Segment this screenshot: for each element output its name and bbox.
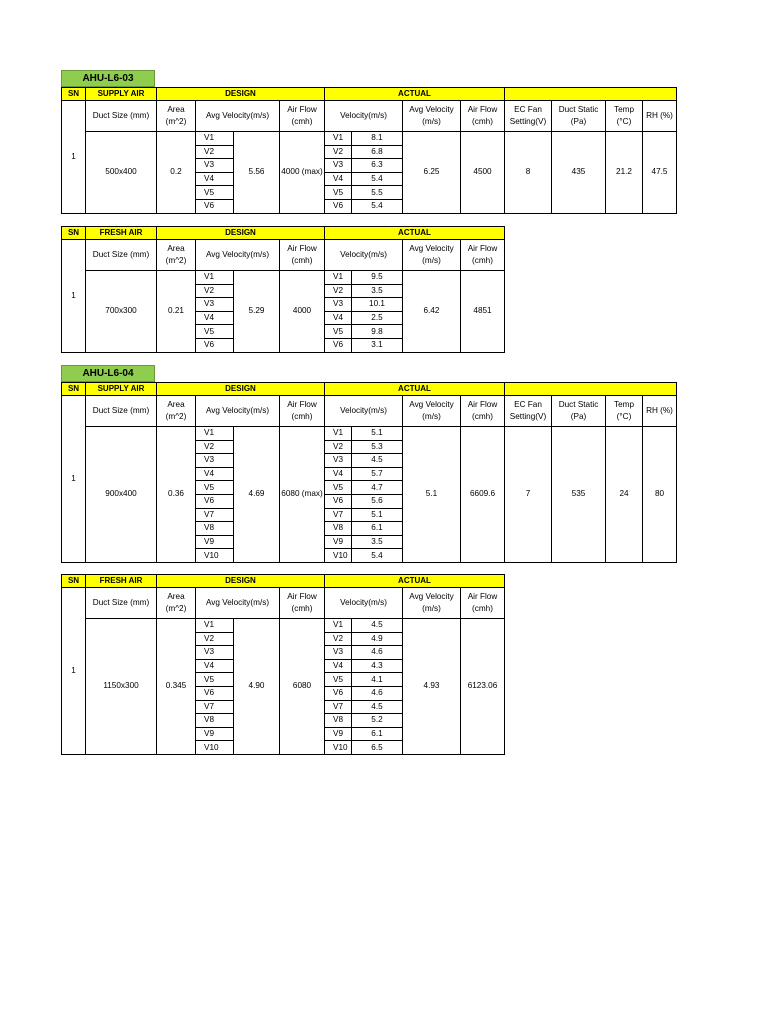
design-avg-velocity-header: Avg Velocity(m/s) — [196, 240, 280, 271]
actual-avg-velocity-value: 4.93 — [403, 619, 461, 755]
design-point-label: V7 — [196, 700, 234, 714]
actual-header: ACTUAL — [325, 88, 505, 101]
actual-header: ACTUAL — [325, 383, 505, 396]
design-avg-velocity-value: 4.90 — [234, 619, 280, 755]
design-point-label: V1 — [196, 619, 234, 633]
velocity-point-label: V1 — [325, 271, 352, 285]
design-point-label: V3 — [196, 454, 234, 468]
design-point-label: V10 — [196, 549, 234, 563]
duct-static-value: 535 — [552, 427, 606, 563]
area-header: Area (m^2) — [157, 101, 196, 132]
fresh-air-table — [61, 226, 505, 353]
actual-air-flow-header: Air Flow (cmh) — [461, 240, 505, 271]
velocity-header: Velocity(m/s) — [325, 588, 403, 619]
design-avg-velocity-header: Avg Velocity(m/s) — [196, 101, 280, 132]
velocity-point-label: V7 — [325, 700, 352, 714]
velocity-point-label: V2 — [325, 632, 352, 646]
velocity-point-label: V8 — [325, 714, 352, 728]
header-blank — [505, 88, 677, 101]
sn-value: 1 — [62, 240, 86, 353]
sn-header: SN — [62, 575, 86, 588]
actual-avg-velocity-value: 6.42 — [403, 271, 461, 353]
rh-value: 47.5 — [643, 132, 677, 214]
velocity-point-label: V6 — [325, 686, 352, 700]
duct-size-value: 900x400 — [86, 427, 157, 563]
velocity-point-value: 5.6 — [352, 494, 403, 508]
velocity-point-label: V6 — [325, 494, 352, 508]
actual-air-flow-header: Air Flow (cmh) — [461, 396, 505, 427]
design-point-label: V1 — [196, 427, 234, 441]
velocity-point-value: 5.5 — [352, 186, 403, 200]
velocity-point-value: 9.5 — [352, 271, 403, 285]
velocity-point-label: V7 — [325, 508, 352, 522]
velocity-point-value: 4.5 — [352, 700, 403, 714]
design-header: DESIGN — [157, 88, 325, 101]
actual-air-flow-value: 6609.6 — [461, 427, 505, 563]
velocity-point-label: V5 — [325, 325, 352, 339]
design-point-label: V2 — [196, 145, 234, 159]
velocity-point-label: V3 — [325, 298, 352, 312]
ec-fan-value: 7 — [505, 427, 552, 563]
sn-value: 1 — [62, 588, 86, 755]
design-point-label: V2 — [196, 632, 234, 646]
velocity-point-value: 4.9 — [352, 632, 403, 646]
velocity-point-label: V10 — [325, 741, 352, 755]
actual-air-flow-header: Air Flow (cmh) — [461, 101, 505, 132]
supply-air-table — [61, 382, 677, 563]
design-point-label: V7 — [196, 508, 234, 522]
velocity-point-value: 4.5 — [352, 619, 403, 633]
duct-size-value: 1150x300 — [86, 619, 157, 755]
velocity-point-label: V1 — [325, 619, 352, 633]
velocity-point-label: V5 — [325, 481, 352, 495]
velocity-point-value: 6.3 — [352, 159, 403, 173]
duct-size-value: 700x300 — [86, 271, 157, 353]
area-header: Area (m^2) — [157, 240, 196, 271]
design-air-flow-header: Air Flow (cmh) — [280, 588, 325, 619]
design-header: DESIGN — [157, 227, 325, 240]
duct-size-header: Duct Size (mm) — [86, 101, 157, 132]
design-point-label: V5 — [196, 481, 234, 495]
velocity-point-value: 4.3 — [352, 659, 403, 673]
design-air-flow-value: 6080 (max) — [280, 427, 325, 563]
design-point-label: V4 — [196, 311, 234, 325]
air-type-header: FRESH AIR — [86, 227, 157, 240]
velocity-point-label: V4 — [325, 659, 352, 673]
duct-size-header: Duct Size (mm) — [86, 396, 157, 427]
area-value: 0.21 — [157, 271, 196, 353]
velocity-point-label: V3 — [325, 454, 352, 468]
design-avg-velocity-header: Avg Velocity(m/s) — [196, 396, 280, 427]
duct-static-value: 435 — [552, 132, 606, 214]
velocity-point-label: V9 — [325, 535, 352, 549]
design-header: DESIGN — [157, 383, 325, 396]
actual-avg-velocity-header: Avg Velocity (m/s) — [403, 240, 461, 271]
design-avg-velocity-value: 4.69 — [234, 427, 280, 563]
design-point-label: V8 — [196, 714, 234, 728]
velocity-point-value: 3.1 — [352, 338, 403, 352]
rh-value: 80 — [643, 427, 677, 563]
sn-header: SN — [62, 88, 86, 101]
velocity-header: Velocity(m/s) — [325, 240, 403, 271]
actual-header: ACTUAL — [325, 575, 505, 588]
velocity-point-value: 4.7 — [352, 481, 403, 495]
design-point-label: V6 — [196, 338, 234, 352]
actual-avg-velocity-header: Avg Velocity (m/s) — [403, 588, 461, 619]
actual-avg-velocity-header: Avg Velocity (m/s) — [403, 101, 461, 132]
velocity-point-value: 6.1 — [352, 727, 403, 741]
actual-air-flow-value: 6123.06 — [461, 619, 505, 755]
rh-header: RH (%) — [643, 396, 677, 427]
velocity-point-value: 10.1 — [352, 298, 403, 312]
velocity-point-value: 6.5 — [352, 741, 403, 755]
design-point-label: V6 — [196, 199, 234, 213]
actual-header: ACTUAL — [325, 227, 505, 240]
design-point-label: V3 — [196, 646, 234, 660]
velocity-point-label: V6 — [325, 338, 352, 352]
sn-header: SN — [62, 383, 86, 396]
actual-air-flow-header: Air Flow (cmh) — [461, 588, 505, 619]
velocity-point-label: V3 — [325, 159, 352, 173]
actual-air-flow-value: 4500 — [461, 132, 505, 214]
sn-header: SN — [62, 227, 86, 240]
design-point-label: V8 — [196, 522, 234, 536]
design-air-flow-value: 6080 — [280, 619, 325, 755]
actual-air-flow-value: 4851 — [461, 271, 505, 353]
actual-avg-velocity-header: Avg Velocity (m/s) — [403, 396, 461, 427]
duct-size-value: 500x400 — [86, 132, 157, 214]
sn-value: 1 — [62, 396, 86, 563]
duct-static-header: Duct Static (Pa) — [552, 396, 606, 427]
velocity-point-label: V4 — [325, 311, 352, 325]
sn-value: 1 — [62, 101, 86, 214]
velocity-point-value: 5.7 — [352, 467, 403, 481]
velocity-point-value: 6.8 — [352, 145, 403, 159]
design-avg-velocity-value: 5.56 — [234, 132, 280, 214]
design-point-label: V5 — [196, 186, 234, 200]
design-avg-velocity-value: 5.29 — [234, 271, 280, 353]
design-point-label: V9 — [196, 727, 234, 741]
header-blank — [505, 383, 677, 396]
fresh-air-table — [61, 574, 505, 755]
design-air-flow-header: Air Flow (cmh) — [280, 396, 325, 427]
velocity-point-label: V2 — [325, 145, 352, 159]
design-point-label: V4 — [196, 172, 234, 186]
design-air-flow-header: Air Flow (cmh) — [280, 101, 325, 132]
velocity-header: Velocity(m/s) — [325, 396, 403, 427]
temp-value: 21.2 — [606, 132, 643, 214]
actual-avg-velocity-value: 5.1 — [403, 427, 461, 563]
velocity-point-label: V2 — [325, 284, 352, 298]
velocity-point-value: 5.1 — [352, 508, 403, 522]
design-point-label: V6 — [196, 494, 234, 508]
velocity-point-value: 3.5 — [352, 535, 403, 549]
duct-static-header: Duct Static (Pa) — [552, 101, 606, 132]
velocity-point-value: 5.3 — [352, 440, 403, 454]
ahu-tag: AHU-L6-04 — [61, 365, 155, 382]
design-point-label: V4 — [196, 659, 234, 673]
design-point-label: V2 — [196, 284, 234, 298]
ec-fan-value: 8 — [505, 132, 552, 214]
velocity-point-value: 5.4 — [352, 172, 403, 186]
design-point-label: V5 — [196, 673, 234, 687]
area-value: 0.36 — [157, 427, 196, 563]
design-point-label: V9 — [196, 535, 234, 549]
duct-size-header: Duct Size (mm) — [86, 588, 157, 619]
design-point-label: V3 — [196, 298, 234, 312]
design-point-label: V5 — [196, 325, 234, 339]
velocity-point-value: 5.2 — [352, 714, 403, 728]
velocity-point-value: 5.1 — [352, 427, 403, 441]
velocity-point-label: V10 — [325, 549, 352, 563]
velocity-point-label: V6 — [325, 199, 352, 213]
design-point-label: V4 — [196, 467, 234, 481]
velocity-point-value: 3.5 — [352, 284, 403, 298]
air-type-header: SUPPLY AIR — [86, 383, 157, 396]
actual-avg-velocity-value: 6.25 — [403, 132, 461, 214]
area-value: 0.345 — [157, 619, 196, 755]
velocity-point-label: V1 — [325, 132, 352, 146]
velocity-point-label: V1 — [325, 427, 352, 441]
ec-fan-header: EC Fan Setting(V) — [505, 101, 552, 132]
design-air-flow-value: 4000 (max) — [280, 132, 325, 214]
design-air-flow-header: Air Flow (cmh) — [280, 240, 325, 271]
design-point-label: V2 — [196, 440, 234, 454]
velocity-point-value: 4.6 — [352, 686, 403, 700]
design-avg-velocity-header: Avg Velocity(m/s) — [196, 588, 280, 619]
design-point-label: V6 — [196, 686, 234, 700]
area-value: 0.2 — [157, 132, 196, 214]
duct-size-header: Duct Size (mm) — [86, 240, 157, 271]
design-header: DESIGN — [157, 575, 325, 588]
air-type-header: SUPPLY AIR — [86, 88, 157, 101]
velocity-point-label: V8 — [325, 522, 352, 536]
ec-fan-header: EC Fan Setting(V) — [505, 396, 552, 427]
temp-value: 24 — [606, 427, 643, 563]
velocity-point-value: 2.5 — [352, 311, 403, 325]
velocity-point-label: V2 — [325, 440, 352, 454]
velocity-point-value: 4.1 — [352, 673, 403, 687]
velocity-point-value: 4.5 — [352, 454, 403, 468]
area-header: Area (m^2) — [157, 396, 196, 427]
design-air-flow-value: 4000 — [280, 271, 325, 353]
velocity-point-value: 5.4 — [352, 199, 403, 213]
design-point-label: V3 — [196, 159, 234, 173]
design-point-label: V1 — [196, 132, 234, 146]
ahu-tag: AHU-L6-03 — [61, 70, 155, 87]
velocity-header: Velocity(m/s) — [325, 101, 403, 132]
design-point-label: V10 — [196, 741, 234, 755]
velocity-point-label: V4 — [325, 172, 352, 186]
velocity-point-label: V3 — [325, 646, 352, 660]
air-type-header: FRESH AIR — [86, 575, 157, 588]
temp-header: Temp (°C) — [606, 101, 643, 132]
design-point-label: V1 — [196, 271, 234, 285]
velocity-point-value: 8.1 — [352, 132, 403, 146]
velocity-point-value: 5.4 — [352, 549, 403, 563]
velocity-point-label: V4 — [325, 467, 352, 481]
supply-air-table — [61, 87, 677, 214]
temp-header: Temp (°C) — [606, 396, 643, 427]
velocity-point-label: V9 — [325, 727, 352, 741]
rh-header: RH (%) — [643, 101, 677, 132]
velocity-point-label: V5 — [325, 186, 352, 200]
velocity-point-value: 9.8 — [352, 325, 403, 339]
velocity-point-label: V5 — [325, 673, 352, 687]
velocity-point-value: 6.1 — [352, 522, 403, 536]
area-header: Area (m^2) — [157, 588, 196, 619]
velocity-point-value: 4.6 — [352, 646, 403, 660]
